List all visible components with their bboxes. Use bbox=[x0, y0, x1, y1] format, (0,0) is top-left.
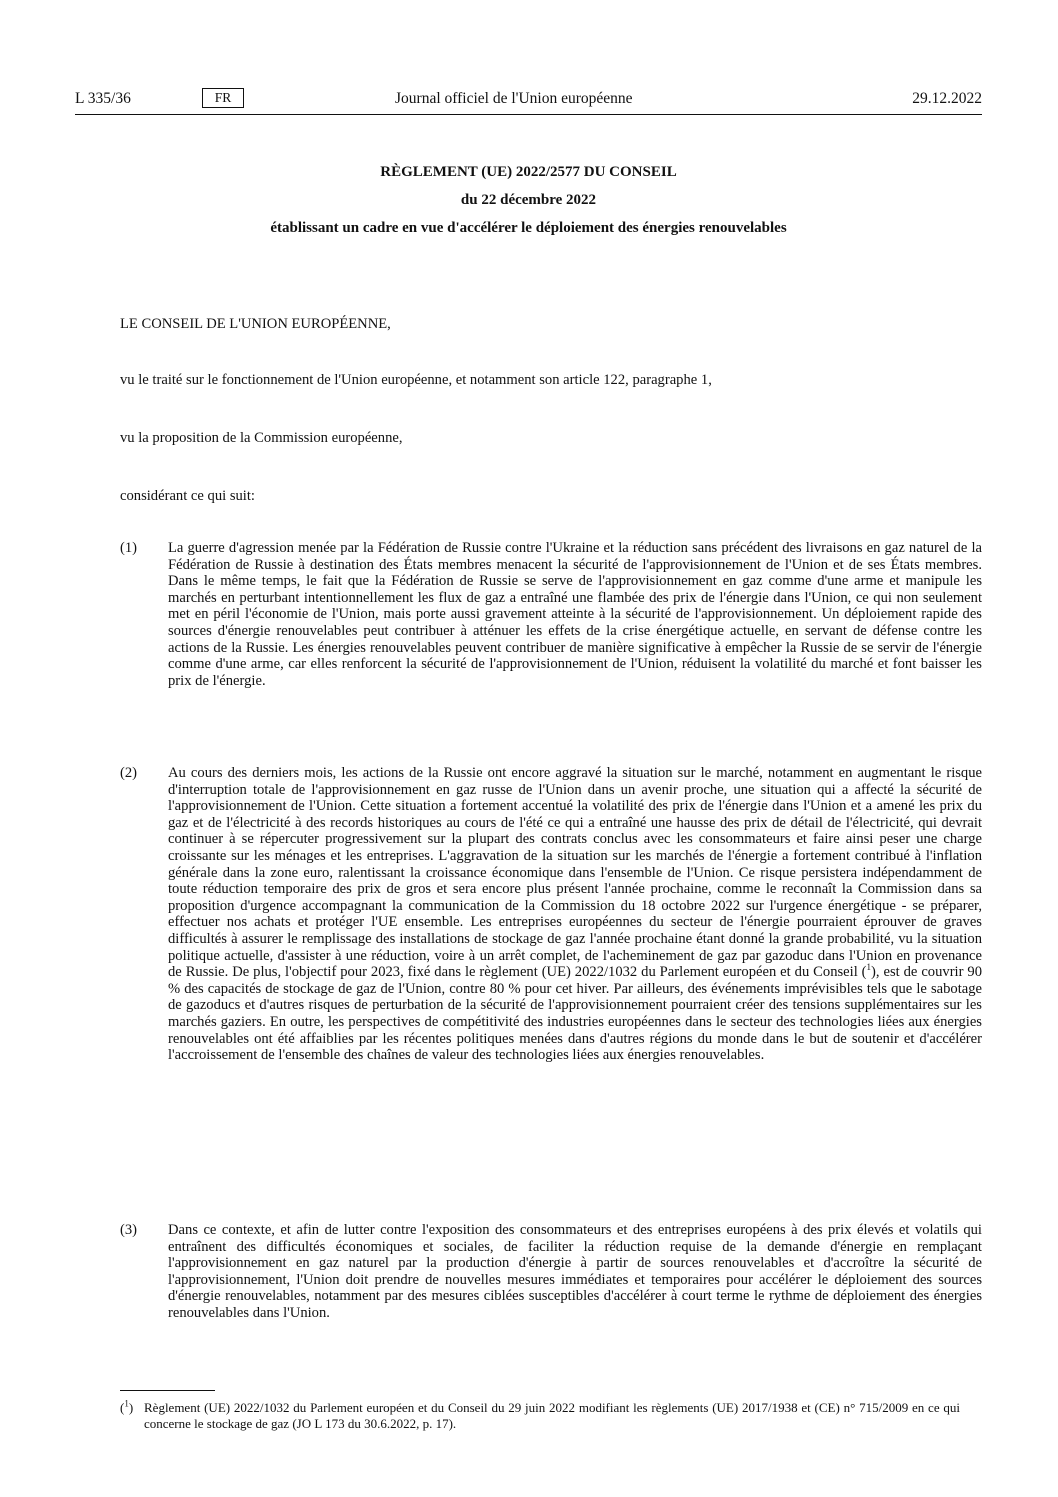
page-header bbox=[75, 88, 982, 114]
recital-number: (3) bbox=[120, 1222, 138, 1238]
header-divider bbox=[75, 114, 982, 115]
preamble-proposal: vu la proposition de la Commission européenne, bbox=[120, 430, 403, 446]
footnote-text: Règlement (UE) 2022/1032 du Parlement européen et du Conseil du 29 juin 2022 modifiant les règlements (UE) 2017/1938 et (CE) n° 715/2009 en ce qui concerne le stockage de gaz (JO L 173 du 30.6.2022, p. 17). bbox=[144, 1400, 960, 1431]
regulation-title bbox=[75, 158, 982, 242]
footnote-reference[interactable]: 1 bbox=[866, 962, 872, 973]
regulation-title-line2: du 22 décembre 2022 bbox=[460, 192, 597, 208]
footnote-marker: ($^1$) bbox=[120, 1398, 134, 1415]
preamble-treaty: vu le traité sur le fonctionnement de l'Union européenne, et notamment son article 122, paragraphe 1, bbox=[120, 372, 712, 388]
recital-text: Dans ce contexte, et afin de lutter contre l'exposition des consommateurs et des entreprises européens à des prix élevés et volatils qui entraînent des difficultés économiques et sociales, de faciliter la réduction requise de la demande d'énergie en remplaçant l'approvisionnement en gaz naturel par la production d'énergie à partir de sources renouvelables et d'accroître la sécurité de l'approvisionnement, l'Union doit prendre de nouvelles mesures immédiates et temporaires pour accélérer le déploiement des sources d'énergie renouvelables, notamment par des mesures ciblées susceptibles d'accélérer à court terme le rythme de déploiement des énergies renouvelables dans l'Union. bbox=[168, 1222, 982, 1321]
publication-date: 29.12.2022 bbox=[912, 90, 982, 107]
recital-text bbox=[168, 765, 982, 1064]
regulation-title-line1: RÈGLEMENT (UE) 2022/2577 DU CONSEIL bbox=[380, 164, 677, 180]
journal-reference: L 335/36 bbox=[75, 90, 131, 107]
preamble-council: LE CONSEIL DE L'UNION EUROPÉENNE, bbox=[120, 316, 391, 332]
recital-text-part: ), est de couvrir 90 % des capacités de stockage de gaz de l'Union, contre 80 % pour cet hiver. Par ailleurs, des événements imprévisibles tels que le sabotage de gazoducs et d'autres risques de perturbation de la sécurité de l'approvisionnement pourraient créer des tensions supplémentaires sur les marchés gaziers. En outre, les perspectives de compétitivité des industries européennes dans le secteur des technologies liées aux énergies renouvelables ont été affaiblies par les récentes politiques menées dans d'autres régions du monde dans le but de soutenir et d'accélérer l'accroissement de l'ensemble des chaînes de valeur des technologies liées aux énergies renouvelables. bbox=[168, 964, 982, 1064]
recital-text: La guerre d'agression menée par la Fédération de Russie contre l'Ukraine et la réduction sans précédent des livraisons en gaz naturel de la Fédération de Russie à destination des États membres menacent la sécurité de l'approvisionnement de l'Union et de ses États membres. Dans le même temps, le fait que la Fédération de Russie se serve de l'approvisionnement en gaz comme d'une arme et manipule les marchés en perturbant intentionnellement les flux de gaz a entraîné une flambée des prix de l'énergie dans l'Union, ce qui non seulement met en péril l'économie de l'Union, mais porte aussi gravement atteinte à la sécurité de l'approvisionnement. Un déploiement rapide des sources d'énergie renouvelables peut contribuer à atténuer les effets de la crise énergétique actuelle, en servant de défense contre les actions de la Russie. Les énergies renouvelables peuvent contribuer de manière significative à empêcher la Russie de se servir de l'énergie comme d'une arme, car elles renforcent la sécurité de l'approvisionnement de l'Union, réduisent la volatilité du marché et font baisser les prix de l'énergie. bbox=[168, 540, 982, 689]
journal-title: Journal officiel de l'Union européenne bbox=[395, 90, 633, 107]
footnote-divider bbox=[120, 1390, 215, 1391]
preamble-whereas: considérant ce qui suit: bbox=[120, 488, 255, 504]
recital-text-part: Au cours des derniers mois, les actions de la Russie ont encore aggravé la situation sur le marché, notamment en augmentant le risque d'interruption totale de l'approvisionnement en gaz russe de l'Union dans un avenir proche, une situation qui a affecté la sécurité de l'approvisionnement de l'Union. Cette situation a fortement accentué la volatilité des prix de l'énergie dans l'Union et a amené les prix du gaz et de l'électricité à des records historiques au cours de l'été ce qui a entraîné une hausse des prix de détail de l'électricité, qui devrait continuer à se répercuter progressivement sur la plupart des contrats conclus avec les consommateurs et faire ainsi peser une charge croissante sur les ménages et les entreprises. L'aggravation de la situation sur les marchés de l'énergie a fortement contribué à l'inflation générale dans la zone euro, ralentissant la croissance économique dans l'ensemble de l'Union. Ce risque persistera indépendamment de toute réduction temporaire des prix de gros et sera encore plus présent l'année prochaine, comme le reconnaît la Commission dans sa proposition d'urgence accompagnant la communication de la Commission du 18 octobre 2022 sur l'urgence énergétique - se préparer, effectuer nos achats et protéger l'UE ensemble. Les entreprises européennes du secteur de l'énergie pourraient éprouver de graves difficultés à assurer le remplissage des installations de stockage de gaz l'année prochaine étant donné la grande probabilité, vu la situation politique actuelle, d'assister à une réduction, voire à un arrêt complet, de l'acheminement de gaz par gazoduc dans l'Union en provenance de Russie. De plus, l'objectif pour 2023, fixé dans le règlement (UE) 2022/1032 du Parlement européen et du Conseil ( bbox=[168, 765, 982, 981]
regulation-title-line3: établissant un cadre en vue d'accélérer le déploiement des énergies renouvelables bbox=[270, 220, 787, 236]
recital-number: (2) bbox=[120, 765, 138, 781]
language-badge: FR bbox=[202, 88, 244, 108]
recital-number: (1) bbox=[120, 540, 138, 556]
